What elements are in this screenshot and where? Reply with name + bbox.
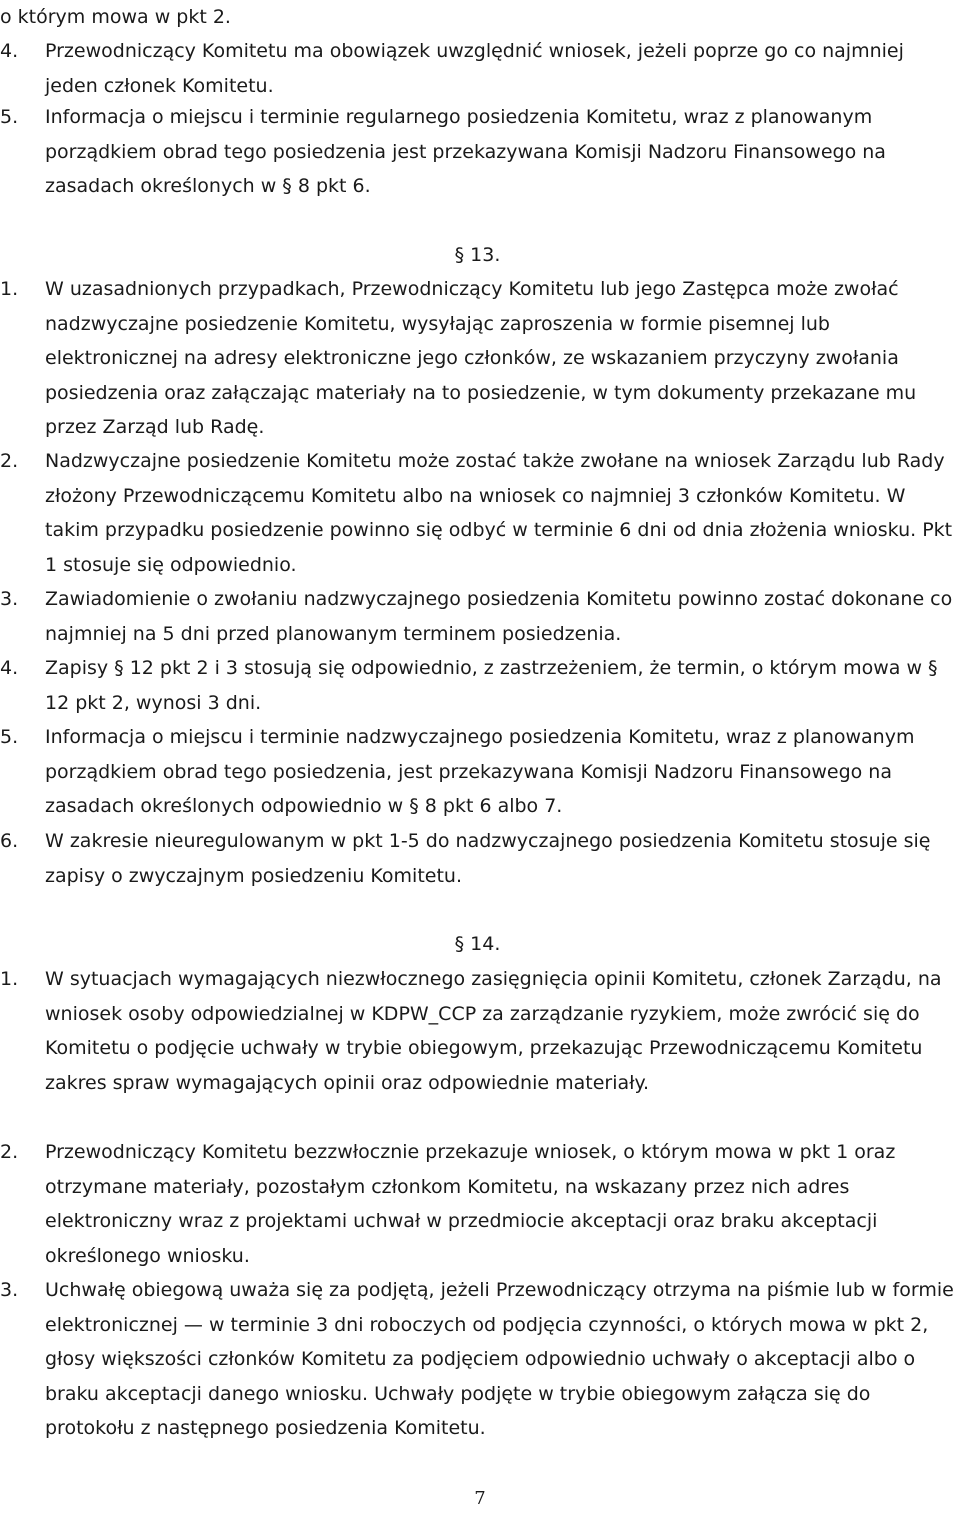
item-number: 4. <box>0 40 19 62</box>
item-text: Przewodniczący Komitetu ma obowiązek uwzględnić wniosek, jeżeli poprze go co najmniej jeden członek Komitetu. <box>45 40 904 97</box>
section-14-item-3 <box>0 1273 955 1446</box>
item-number: 5. <box>0 106 19 128</box>
item-number: 1. <box>0 968 19 990</box>
item-number: 1. <box>0 278 19 300</box>
continuation-line: o którym mowa w pkt 2. <box>0 6 231 28</box>
item-text: W uzasadnionych przypadkach, Przewodniczący Komitetu lub jego Zastępca może zwołać nadzwyczajne posiedzenie Komitetu, wysyłając zaproszenia w formie pisemnej lub elektronicznej na adresy elektroniczne jego członków, ze wskazaniem przyczyny zwołania posiedzenia oraz załączając materiały na to posiedzenie, w tym dokumenty przekazane mu przez Zarząd lub Radę. <box>45 278 917 438</box>
item-text: W zakresie nieuregulowanym w pkt 1-5 do nadzwyczajnego posiedzenia Komitetu stosuje się zapisy o zwyczajnym posiedzeniu Komitetu. <box>45 830 931 887</box>
item-text: W sytuacjach wymagających niezwłocznego zasięgnięcia opinii Komitetu, członek Zarządu, na wniosek osoby odpowiedzialnej w KDPW_CCP za zarządzanie ryzykiem, może zwrócić się do Komitetu o podjęcie uchwały w trybie obiegowym, przekazując Przewodniczącemu Komitetu zakres spraw wymagających opinii oraz odpowiednie materiały. <box>45 968 942 1094</box>
item-text: Przewodniczący Komitetu bezzwłocznie przekazuje wniosek, o którym mowa w pkt 1 oraz otrzymane materiały, pozostałym członkom Komitetu, na wskazany przez nich adres elektroniczny wraz z projektami uchwał w przedmiocie akceptacji oraz braku akceptacji określonego wniosku. <box>45 1141 896 1267</box>
item-text: Nadzwyczajne posiedzenie Komitetu może zostać także zwołane na wniosek Zarządu lub Rady złożony Przewodniczącemu Komitetu albo na wniosek co najmniej 3 członków Komitetu. W takim przypadku posiedzenie powinno się odbyć w terminie 6 dni od dnia złożenia wniosku. Pkt 1 stosuje się odpowiednio. <box>45 450 953 576</box>
page-number: 7 <box>474 1488 486 1509</box>
item-text: Informacja o miejscu i terminie nadzwyczajnego posiedzenia Komitetu, wraz z planowanym porządkiem obrad tego posiedzenia, jest przekazywana Komisji Nadzoru Finansowego na zasadach określonych odpowiednio w § 8 pkt 6 albo 7. <box>45 726 915 817</box>
item-text: Uchwałę obiegową uważa się za podjętą, jeżeli Przewodniczący otrzyma na piśmie lub w formie elektronicznej — w terminie 3 dni roboczych od podjęcia czynności, o których mowa w pkt 2, głosy większości członków Komitetu za podjęciem odpowiednio uchwały o akceptacji albo o braku akceptacji danego wniosku. Uchwały podjęte w trybie obiegowym załącza się do protokołu z następnego posiedzenia Komitetu. <box>45 1279 954 1439</box>
section-14-item-1 <box>0 962 955 1100</box>
section-13-item-5 <box>0 720 955 824</box>
item-text: Informacja o miejscu i terminie regularnego posiedzenia Komitetu, wraz z planowanym porządkiem obrad tego posiedzenia jest przekazywana Komisji Nadzoru Finansowego na zasadach określonych w § 8 pkt 6. <box>45 106 886 197</box>
section-13-item-2 <box>0 444 955 582</box>
top-item-4 <box>0 34 955 103</box>
item-text: Zapisy § 12 pkt 2 i 3 stosują się odpowiednio, z zastrzeżeniem, że termin, o którym mowa w § 12 pkt 2, wynosi 3 dni. <box>45 657 938 714</box>
section-13-item-1 <box>0 272 955 445</box>
item-number: 3. <box>0 588 19 610</box>
section-14-heading: § 14. <box>454 933 501 955</box>
item-number: 6. <box>0 830 19 852</box>
item-text: Zawiadomienie o zwołaniu nadzwyczajnego posiedzenia Komitetu powinno zostać dokonane co najmniej na 5 dni przed planowanym terminem posiedzenia. <box>45 588 953 645</box>
top-item-5 <box>0 100 955 204</box>
section-13-item-3 <box>0 582 955 651</box>
section-13-item-6 <box>0 824 955 893</box>
section-13-item-4 <box>0 651 955 720</box>
item-number: 2. <box>0 450 19 472</box>
item-number: 5. <box>0 726 19 748</box>
item-number: 4. <box>0 657 19 679</box>
section-13-heading: § 13. <box>454 244 501 266</box>
item-number: 2. <box>0 1141 19 1163</box>
item-number: 3. <box>0 1279 19 1301</box>
section-14-item-2 <box>0 1135 955 1273</box>
